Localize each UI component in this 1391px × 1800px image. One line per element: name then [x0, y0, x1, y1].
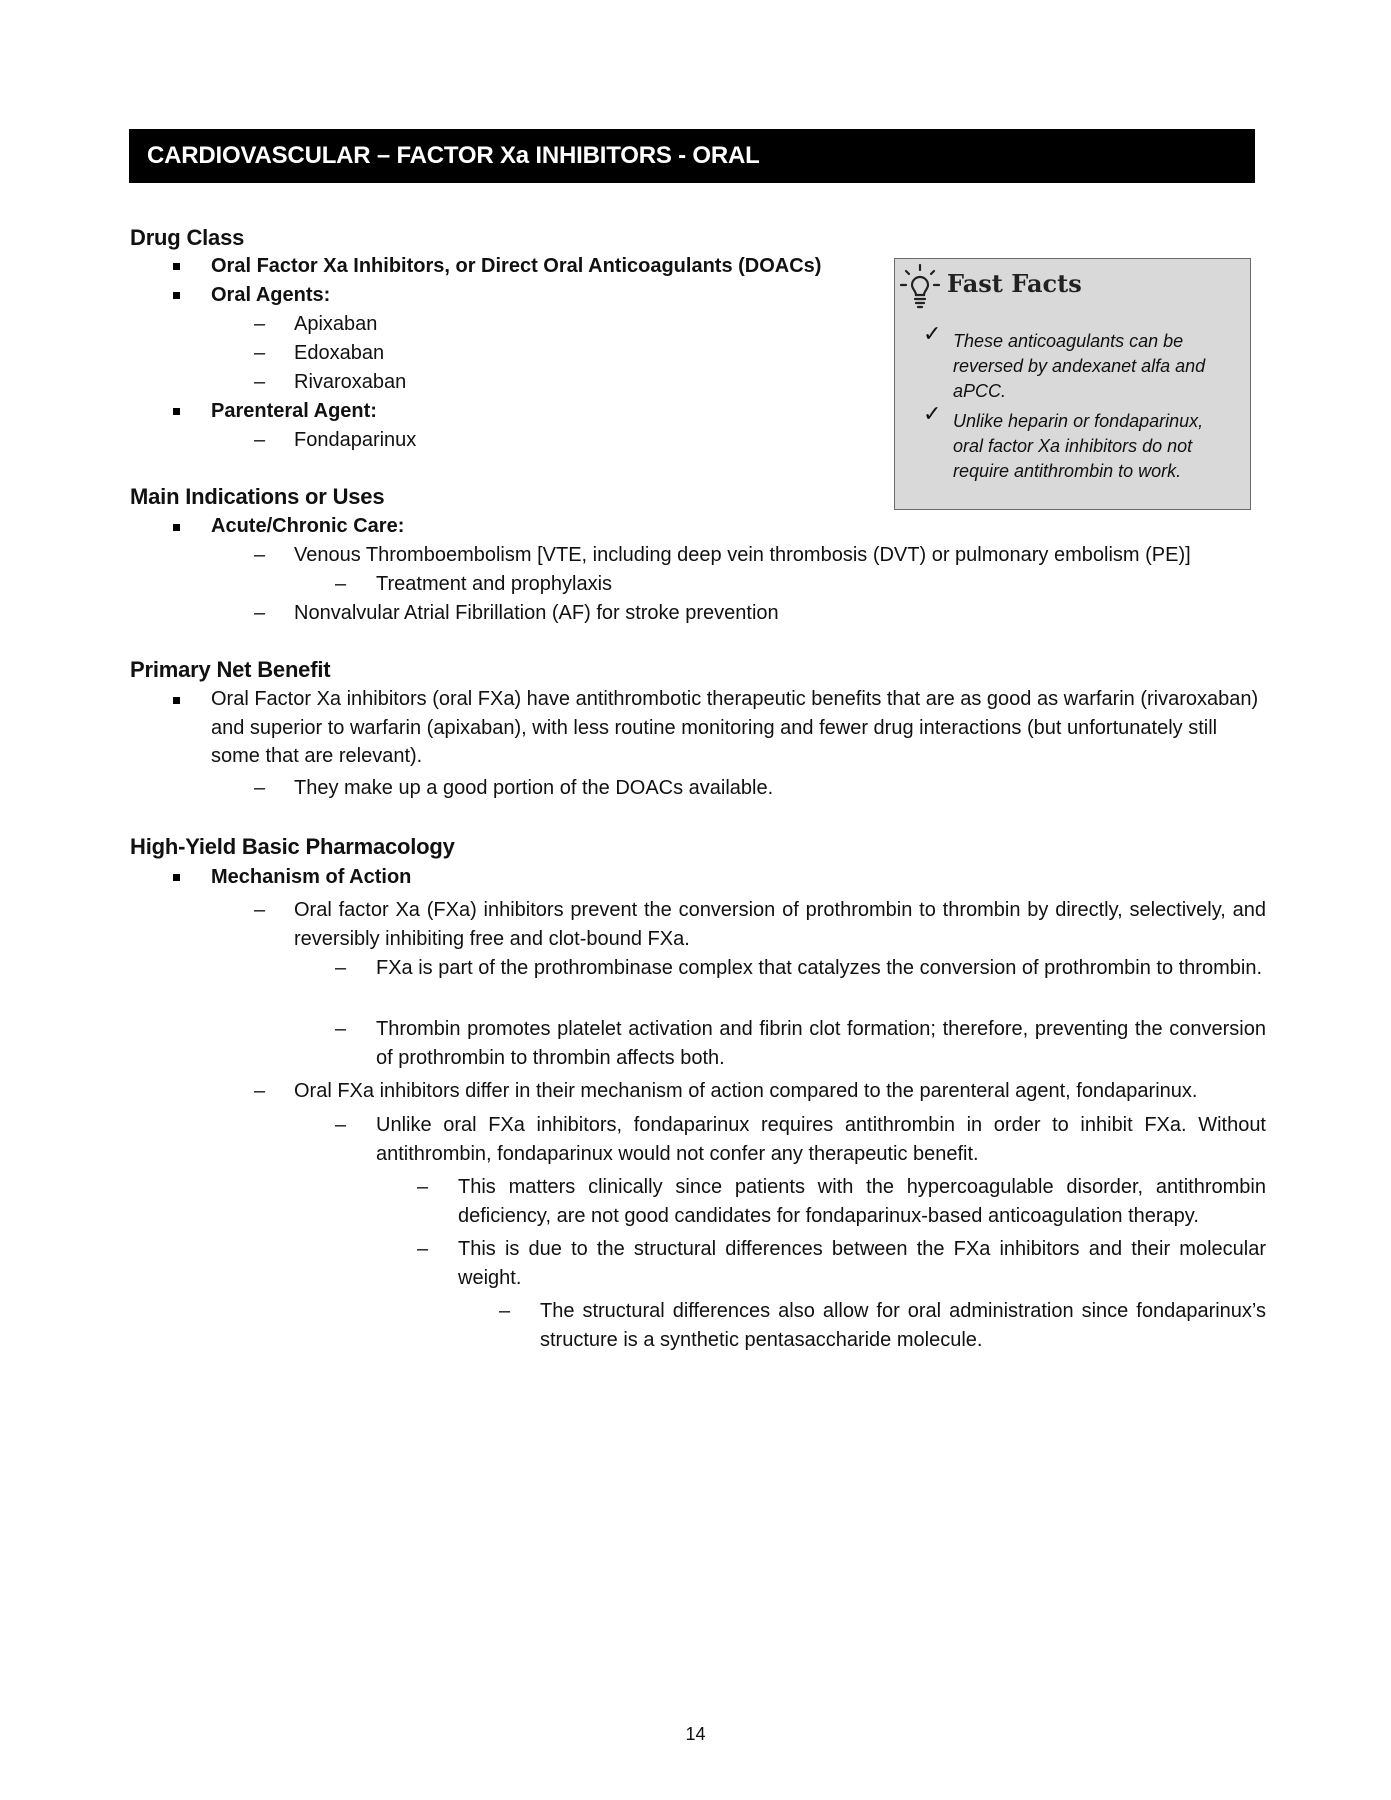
dash-icon: – [499, 1300, 511, 1322]
dash-icon: – [335, 1018, 347, 1040]
drug-class-item: Oral Factor Xa Inhibitors, or Direct Oral Anticoagulants (DOACs) [211, 255, 822, 277]
dash-icon: – [335, 573, 347, 595]
drug-class-item: Oral Agents: [211, 284, 331, 306]
square-bullet-icon [173, 292, 180, 299]
moa-paragraph: The structural differences also allow for oral administration since fondaparinux’s structure is a synthetic pentasaccharide molecule. [540, 1300, 1266, 1351]
square-bullet-icon [173, 263, 180, 270]
dash-icon: – [417, 1176, 429, 1198]
indication-sub: Nonvalvular Atrial Fibrillation (AF) for stroke prevention [294, 602, 779, 624]
dash-icon: – [335, 1114, 347, 1136]
square-bullet-icon [173, 524, 180, 531]
dash-icon: – [254, 371, 266, 393]
dash-icon: – [335, 957, 347, 979]
indication-sub: Treatment and prophylaxis [376, 573, 613, 595]
oral-agent: Rivaroxaban [294, 371, 407, 393]
moa-paragraph: This is due to the structural differences between the FXa inhibitors and their molecular weight. [458, 1238, 1266, 1289]
heading-drug-class: Drug Class [130, 225, 245, 250]
indication-sub: Venous Thromboembolism [VTE, including deep vein thrombosis (DVT) or pulmonary embolism (PE)] [294, 544, 1191, 566]
moa-paragraph: FXa is part of the prothrombinase complex that catalyzes the conversion of prothrombin to thrombin. [376, 957, 1262, 979]
heading-indications: Main Indications or Uses [130, 484, 385, 509]
oral-agent: Apixaban [294, 313, 378, 335]
dash-icon: – [254, 899, 266, 921]
fast-fact-item: Unlike heparin or fondaparinux, oral factor Xa inhibitors do not require antithrombin to work. [953, 411, 1204, 481]
moa-paragraph: Unlike oral FXa inhibitors, fondaparinux requires antithrombin in order to inhibit FXa. Without antithrombin, fondaparinux would not confer any therapeutic benefit. [376, 1114, 1266, 1165]
checkmark-icon: ✓ [923, 321, 942, 346]
moa-paragraph: This matters clinically since patients with the hypercoagulable disorder, antithrombin deficiency, are not good candidates for fondaparinux-based anticoagulation therapy. [458, 1176, 1266, 1227]
pharmacology-item: Mechanism of Action [211, 866, 412, 888]
dash-icon: – [417, 1238, 429, 1260]
dash-icon: – [254, 602, 266, 624]
page-title: CARDIOVASCULAR – FACTOR Xa INHIBITORS - ORAL [129, 129, 1255, 183]
dash-icon: – [254, 777, 266, 799]
dash-icon: – [254, 429, 266, 451]
fast-facts-box [894, 258, 1251, 510]
moa-paragraph: Oral FXa inhibitors differ in their mechanism of action compared to the parenteral agent, fondaparinux. [294, 1080, 1198, 1102]
net-benefit-sub: They make up a good portion of the DOACs available. [294, 777, 774, 799]
square-bullet-icon [173, 874, 180, 881]
checkmark-icon: ✓ [923, 401, 942, 426]
drug-class-item: Parenteral Agent: [211, 400, 377, 422]
heading-pharmacology: High-Yield Basic Pharmacology [130, 834, 455, 859]
dash-icon: – [254, 1080, 266, 1102]
dash-icon: – [254, 342, 266, 364]
square-bullet-icon [173, 408, 180, 415]
moa-paragraph: Oral factor Xa (FXa) inhibitors prevent the conversion of prothrombin to thrombin by directly, selectively, and reversibly inhibiting free and clot-bound FXa. [294, 899, 1266, 950]
moa-paragraph: Thrombin promotes platelet activation and fibrin clot formation; therefore, preventing the conversion of prothrombin to thrombin affects both. [376, 1018, 1266, 1069]
oral-agent: Edoxaban [294, 342, 385, 364]
page-number: 14 [685, 1724, 706, 1744]
square-bullet-icon [173, 697, 180, 704]
dash-icon: – [254, 313, 266, 335]
heading-net-benefit: Primary Net Benefit [130, 657, 331, 682]
dash-icon: – [254, 544, 266, 566]
fast-fact-item: These anticoagulants can be reversed by andexanet alfa and aPCC. [953, 331, 1206, 401]
net-benefit-text: Oral Factor Xa inhibitors (oral FXa) have antithrombotic therapeutic benefits that are as good as warfarin (rivaroxaban) and superior to warfarin (apixaban), with less routine monitoring and fewer drug interactions (but unfortunately still some that are relevant). [211, 688, 1259, 767]
fast-facts-title: Fast Facts [947, 269, 1082, 298]
parenteral-agent: Fondaparinux [294, 429, 417, 451]
lightbulb-icon [899, 263, 941, 314]
indication-item: Acute/Chronic Care: [211, 515, 405, 537]
